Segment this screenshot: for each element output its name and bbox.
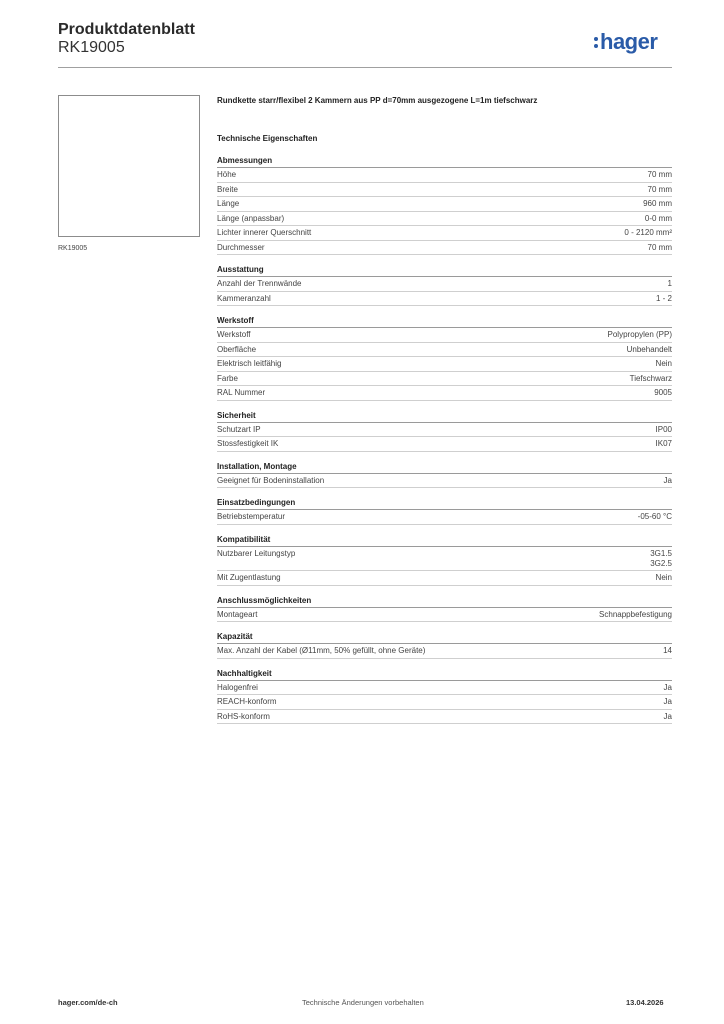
spec-row [217,357,672,372]
spec-section [217,632,672,659]
header-divider [58,67,672,68]
spec-value: Nein [655,573,672,582]
spec-row [217,644,672,659]
logo-dots-icon [594,37,598,48]
spec-value: 0 - 2120 mm² [624,228,672,237]
spec-value: Nein [655,359,672,368]
spec-row [217,328,672,343]
spec-value: 70 mm [647,242,672,252]
footer-date: 13.04.2026 [626,998,664,1007]
spec-label: Kammeranzahl [217,293,271,303]
section-title: Installation, Montage [217,462,672,474]
spec-label: Halogenfrei [217,682,258,692]
spec-value: 14 [663,646,672,655]
section-title: Sicherheit [217,411,672,423]
spec-label: Betriebstemperatur [217,512,286,521]
spec-label: Oberfläche [217,344,257,354]
spec-row [217,168,672,183]
spec-row [217,510,672,525]
spec-section [217,411,672,452]
spec-label: Farbe [217,373,238,383]
spec-value: Polypropylen (PP) [607,330,672,339]
spec-label: RAL Nummer [217,388,266,397]
spec-row [217,277,672,292]
spec-row [217,437,672,452]
footer-disclaimer: Technische Änderungen vorbehalten [302,998,424,1007]
hager-logo [594,28,657,56]
spec-row [217,547,672,572]
spec-value: 3G1.5 3G2.5 [650,548,672,568]
spec-value: IP00 [655,424,672,434]
page-title: Produktdatenblatt [58,21,195,38]
spec-section [217,498,672,525]
spec-value: IK07 [655,439,672,448]
spec-label: Max. Anzahl der Kabel (Ø11mm, 50% gefüllt, ohne Geräte) [217,646,426,655]
spec-value: 70 mm [647,184,672,194]
article-number: RK19005 [58,39,125,56]
spec-value: 1 [667,279,672,288]
spec-section [217,156,672,255]
section-title: Werkstoff [217,316,672,328]
spec-section [217,669,672,725]
spec-row [217,372,672,387]
product-image-caption: RK19005 [58,245,88,252]
spec-label: Montageart [217,609,258,619]
spec-label: Geeignet für Bodeninstallation [217,475,325,485]
spec-row [217,695,672,710]
spec-row [217,608,672,623]
spec-label: REACH-konform [217,697,277,706]
spec-label: Werkstoff [217,330,251,339]
spec-value: 9005 [654,388,672,397]
spec-row [217,183,672,198]
footer-website-link[interactable]: hager.com/de-ch [58,998,118,1007]
spec-label: Elektrisch leitfähig [217,359,282,368]
spec-value: Schnappbefestigung [599,609,672,619]
spec-label: Mit Zugentlastung [217,573,281,582]
spec-section [217,316,672,401]
section-title: Einsatzbedingungen [217,498,672,510]
spec-value: 960 mm [643,199,672,208]
spec-label: Anzahl der Trennwände [217,279,302,288]
spec-label: Länge [217,199,240,208]
technical-properties-heading: Technische Eigenschaften [217,134,318,143]
spec-row [217,681,672,696]
spec-row [217,386,672,401]
section-title: Kompatibilität [217,535,672,547]
section-title: Ausstattung [217,265,672,277]
section-title: Kapazität [217,632,672,644]
spec-row [217,241,672,256]
spec-label: Stossfestigkeit IK [217,439,279,448]
spec-value: Unbehandelt [626,344,672,354]
spec-row [217,226,672,241]
spec-value: Ja [663,475,672,485]
spec-section [217,265,672,306]
spec-sections [217,156,672,724]
spec-row [217,292,672,307]
spec-row [217,710,672,725]
spec-label: Länge (anpassbar) [217,213,285,223]
spec-label: Breite [217,184,238,194]
spec-label: Nutzbarer Leitungstyp [217,548,296,558]
spec-label: RoHS-konform [217,711,270,721]
spec-value: 70 mm [647,170,672,179]
spec-row [217,212,672,227]
spec-label: Durchmesser [217,242,265,252]
spec-value: 0-0 mm [644,213,672,223]
spec-label: Höhe [217,170,237,179]
spec-section [217,462,672,489]
logo-text: hager [600,29,658,54]
spec-value: Ja [663,682,672,692]
product-description: Rundkette starr/flexibel 2 Kammern aus PP d=70mm ausgezogene L=1m tiefschwarz [217,96,538,105]
spec-row [217,343,672,358]
section-title: Nachhaltigkeit [217,669,672,681]
spec-section [217,535,672,586]
spec-label: Lichter innerer Querschnitt [217,228,312,237]
spec-row [217,197,672,212]
spec-value: Ja [663,697,672,706]
spec-section [217,596,672,623]
spec-label: Schutzart IP [217,424,261,434]
spec-value: 1 - 2 [655,293,672,303]
spec-value: Tiefschwarz [629,373,672,383]
spec-row [217,571,672,586]
spec-content [217,96,672,724]
section-title: Anschlussmöglichkeiten [217,596,672,608]
spec-row [217,474,672,489]
product-image-placeholder [58,95,200,237]
spec-row [217,423,672,438]
section-title: Abmessungen [217,156,672,168]
spec-value: Ja [663,711,672,721]
spec-value: -05-60 °C [637,512,672,521]
